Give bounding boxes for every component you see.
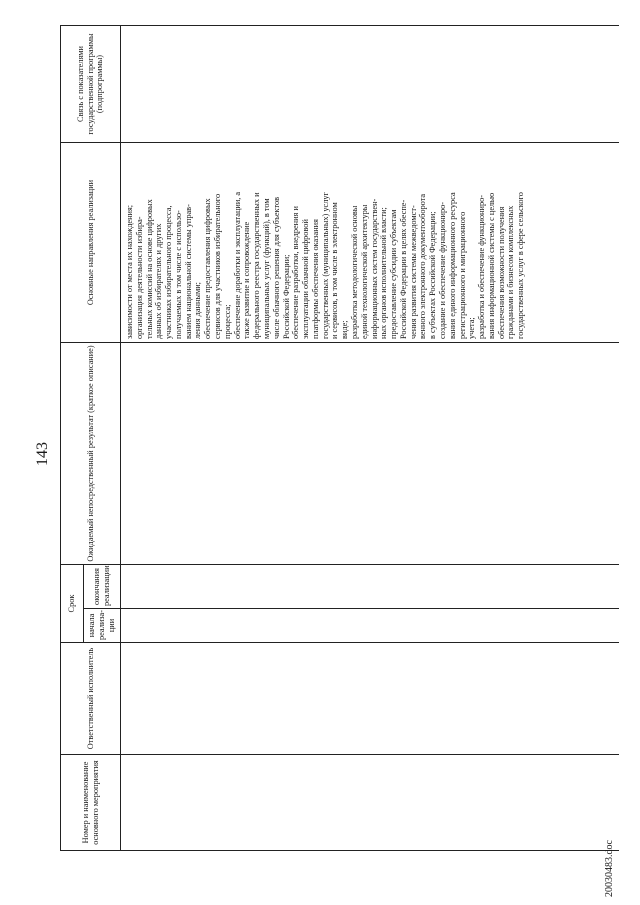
directions-line: Российской Федерации в целях обеспе-	[398, 199, 408, 339]
table-row	[121, 26, 620, 851]
directions-text	[125, 146, 526, 339]
directions-line: также развитие и сопровождение	[242, 221, 252, 339]
directions-line: обеспечения возможности получения	[496, 206, 506, 339]
header-term: Срок	[61, 565, 84, 643]
directions-line: обеспечение предоставления цифровых	[203, 198, 213, 339]
directions-line: муниципальных услуг (функций), в том	[261, 198, 271, 339]
directions-line: эксплуатации облачной цифровой	[301, 219, 311, 339]
directions-line: регистрационного и миграционного	[457, 211, 467, 339]
cell-directions	[121, 143, 620, 343]
directions-line: организация деятельности избира-	[134, 216, 144, 339]
directions-line: вания информационной системы с целью	[486, 192, 496, 339]
header-directions: Основные направления реализации	[61, 143, 121, 343]
directions-line: государственных (муниципальных) услуг	[320, 192, 330, 339]
directions-line: обеспечение разработки, внедрения и	[291, 206, 301, 339]
directions-line: виде;	[340, 320, 350, 339]
header-result: Ожидаемый непосредственный результат (краткое описание)	[61, 343, 121, 565]
directions-line: предоставление субсидии субъектам	[389, 209, 399, 339]
directions-line: ления данными;	[193, 282, 203, 339]
header-term-end: окончания реализации	[84, 565, 121, 609]
directions-line: обеспечение доработки и эксплуатации, а	[232, 191, 242, 339]
cell-result	[121, 343, 620, 565]
directions-line: тельных комиссий на основе цифровых	[144, 199, 154, 339]
directions-line: государственных услуг в сфере сельского	[516, 192, 526, 339]
directions-line: гражданами и бизнесом комплексных	[506, 205, 516, 339]
directions-line: зависимости от места их нахождения;	[125, 204, 134, 339]
directions-line: венного электронного документооборота	[418, 193, 428, 339]
directions-line: вания единого информационного ресурса	[447, 192, 457, 339]
directions-line: учета;	[467, 317, 477, 339]
directions-line: создание и обеспечение функциониро-	[438, 201, 447, 339]
page-number: 143	[34, 442, 51, 466]
file-name: 20030483.doc	[604, 840, 615, 897]
cell-executor	[121, 643, 620, 755]
directions-line: единой технологической архитектуры	[359, 204, 369, 339]
directions-line: ных органов исполнительной власти;	[379, 207, 389, 339]
directions-line: числе облачного решения для субъектов	[271, 196, 281, 339]
directions-line: федерального реестра государственных и	[252, 192, 262, 339]
header-term-start: начала реализа-ции	[84, 609, 121, 643]
directions-line: данных об избирателях и других	[154, 223, 164, 339]
directions-line: и сервисов, в том числе в электронном	[330, 202, 340, 339]
directions-line: в субъектах Российской Федерации;	[428, 211, 438, 339]
directions-line: процесса;	[222, 304, 232, 339]
directions-line: участниках избирательного процесса,	[164, 205, 174, 339]
table-header-row	[61, 26, 84, 851]
cell-measure	[121, 755, 620, 851]
directions-line: сервисов для участников избирательного	[213, 193, 223, 339]
cell-term-start	[121, 609, 620, 643]
directions-line: платформы обеспечения оказания	[310, 219, 320, 339]
program-table	[60, 25, 619, 851]
cell-term-end	[121, 565, 620, 609]
cell-link	[121, 26, 620, 143]
header-link: Связь с показателями государственной программы (подпрограммы)	[61, 26, 121, 143]
directions-line: ванием национальной системы управ-	[183, 204, 193, 339]
directions-line: разработка и обеспечение функциониро-	[477, 194, 487, 339]
header-measure: Номер и наименование основного мероприятия	[61, 755, 121, 851]
directions-line: разработка методологической основы	[349, 205, 359, 339]
directions-line: получаемых в том числе с использо-	[173, 210, 183, 339]
directions-line: Российской Федерации;	[281, 254, 291, 339]
directions-line: информационных систем государствен-	[369, 198, 379, 339]
directions-line: чения развития системы межведомст-	[408, 205, 418, 339]
header-executor: Ответственный исполнитель	[61, 643, 121, 755]
